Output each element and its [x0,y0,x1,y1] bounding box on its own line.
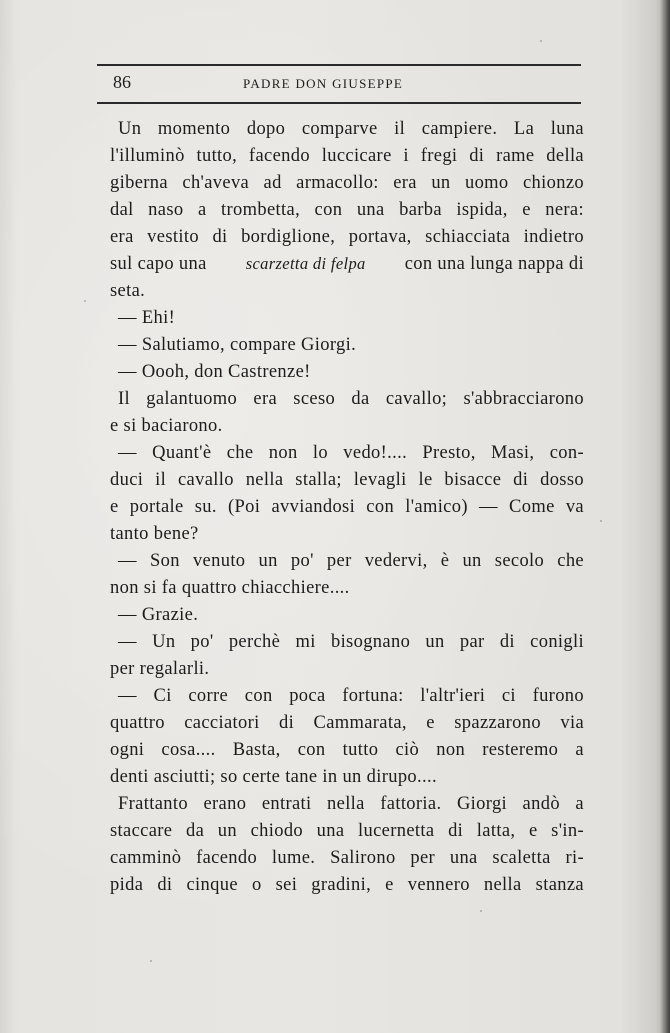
text-line: dal naso a trombetta, con una barba ispida, e nera: [110,200,584,220]
text-line: per regalarli. [110,659,210,679]
paper-speck [600,520,602,522]
text-line: giberna ch'aveva ad armacollo: era un uomo chionzo [110,173,584,193]
text-line-with-italic [110,251,584,277]
dialogue-line: — Ci corre con poca fortuna: l'altr'ieri ci furono [118,686,584,706]
text-line: Frattanto erano entrati nella fattoria. Giorgi andò a [118,794,584,814]
text-line: pida di cinque o sei gradini, e vennero nella stanza [110,875,584,895]
text-line: duci il cavallo nella stalla; levagli le bisacce di dosso [110,470,584,490]
dialogue-line: — Grazie. [118,605,199,625]
text-line: era vestito di bordiglione, portava, schiacciata indietro [110,227,584,247]
text-line: Un momento dopo comparve il campiere. La luna [118,119,584,139]
paper-speck [150,960,152,962]
paper-speck [84,300,86,302]
text-line: camminò facendo lume. Salirono per una scaletta ri- [110,848,584,868]
dialogue-line: — Ehi! [118,308,176,328]
text-span: con una lunga nappa di [404,254,584,274]
text-span: sul capo una [110,254,207,274]
text-line: tanto bene? [110,524,199,544]
text-line: quattro cacciatori di Cammarata, e spazzarono via [110,713,584,733]
dialogue-line: — Son venuto un po' per vedervi, è un secolo che [118,551,584,571]
paper-speck [540,40,542,42]
text-line: Il galantuomo era sceso da cavallo; s'abbracciarono [118,389,584,409]
text-line: e portale su. (Poi avviandosi con l'amico) — Come va [110,497,584,517]
page-edge-shadow [660,0,670,1033]
dialogue-line: — Quant'è che non lo vedo!.... Presto, Masi, con- [118,443,584,463]
text-line: denti asciutti; so certe tane in un dirupo.... [110,767,437,787]
text-line: non si fa quattro chiacchiere.... [110,578,350,598]
text-line: ogni cosa.... Basta, con tutto ciò non resteremo a [110,740,584,760]
running-title: PADRE DON GIUSEPPE [243,76,404,91]
italic-phrase: scarzetta di felpa [245,254,366,273]
text-line: e si baciarono. [110,416,223,436]
paper-speck [480,910,482,912]
text-line: staccare da un chiodo una lucernetta di latta, e s'in- [110,821,584,841]
dialogue-line: — Oooh, don Castrenze! [118,362,311,382]
dialogue-line: — Salutiamo, compare Giorgi. [118,335,357,355]
text-line: l'illuminò tutto, facendo luccicare i fregi di rame della [110,146,584,166]
page-number: 86 [113,72,131,92]
text-line: seta. [110,281,146,301]
dialogue-line: — Un po' perchè mi bisognano un par di conigli [118,632,584,652]
